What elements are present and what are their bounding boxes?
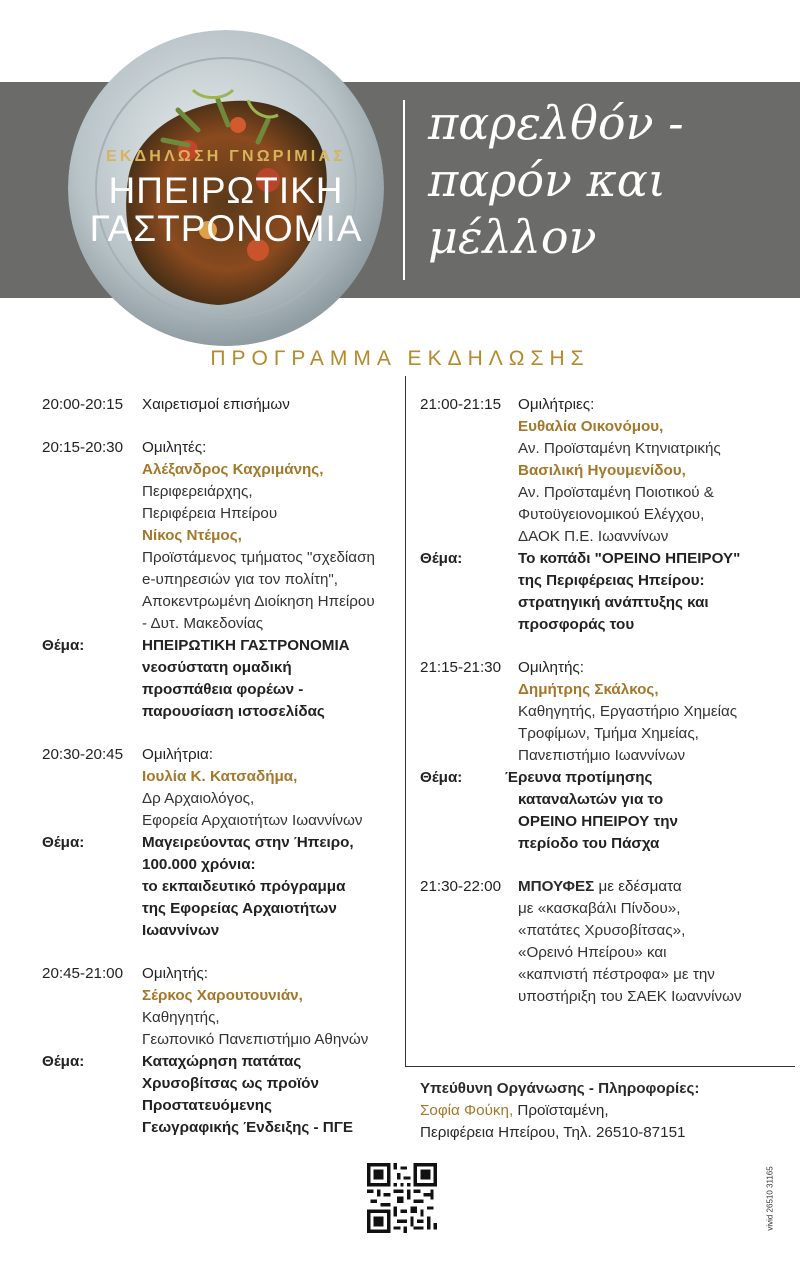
program-entry [42,963,394,1139]
topic-line: προσπάθεια φορέων - [142,681,304,698]
speaker-role: Φυτοϋγειονομικού Ελέγχου, [518,506,705,523]
buffet-line: «Ορεινό Ηπείρου» και [518,944,667,961]
program-entry [42,394,394,416]
entry-time: 20:00-20:15 [42,396,124,413]
speaker-role: Αποκεντρωμένη Διοίκηση Ηπείρου [142,593,375,610]
program-entry [420,657,790,855]
topic-line: Καταχώρηση πατάτας [142,1053,302,1070]
speaker-name: Βασιλική Ηγουμενίδου, [518,462,686,479]
motto-line3: μέλλον [428,210,597,264]
speaker-name: Ιουλία Κ. Κατσαδήμα, [142,768,298,785]
speaker-role: - Δυτ. Μακεδονίας [142,615,264,632]
buffet-line: «καπνιστή πέστροφα» με την [518,966,715,983]
speaker-role: e-υπηρεσιών για τον πολίτη", [142,571,339,588]
event-title-block [68,30,384,346]
speaker-role: Τροφίμων, Τμήμα Χημείας, [518,725,699,742]
topic-line: προσφοράς του [518,616,635,633]
topic-line: στρατηγική ανάπτυξης και [518,594,709,611]
speaker-name: Αλέξανδρος Καχριμάνης, [142,461,324,478]
organizer-name: Σοφία Φούκη, [420,1102,514,1119]
program-heading: ΠΡΟΓΡΑΜΜΑ ΕΚΔΗΛΩΣΗΣ [210,347,590,370]
program-right-column [420,394,790,1029]
entry-label: Ομιλητής: [518,659,584,676]
speaker-name: Νίκος Ντέμος, [142,527,242,544]
topic-line: Γεωγραφικής Ένδειξης - ΠΓΕ [142,1119,353,1136]
organizer-role: Προϊσταμένη, [513,1102,609,1119]
speaker-role: Αν. Προϊσταμένη Ποιοτικού & [518,484,714,501]
organizer-block [420,1078,790,1144]
speaker-role: Περιφέρεια Ηπείρου [142,505,278,522]
topic-line: το εκπαιδευτικό πρόγραμμα [142,878,346,895]
speaker-role: Εφορεία Αρχαιοτήτων Ιωαννίνων [142,812,363,829]
topic-line: ΗΠΕΙΡΩΤΙΚΗ ΓΑΣΤΡΟΝΟΜΙΑ [142,637,350,654]
topic-line: Το κοπάδι "ΟΡΕΙΝΟ ΗΠΕΙΡΟΥ" [518,550,741,567]
entry-label: Χαιρετισμοί επισήμων [142,396,290,413]
topic-line: ΟΡΕΙΝΟ ΗΠΕΙΡΟΥ την [518,813,678,830]
speaker-role: ΔΑΟΚ Π.Ε. Ιωαννίνων [518,528,669,545]
speaker-role: Καθηγητής, Εργαστήριο Χημείας [518,703,738,720]
column-divider [405,376,406,1066]
organizer-heading: Υπεύθυνη Οργάνωσης - Πληροφορίες: [420,1080,700,1097]
topic-line: Ιωαννίνων [142,922,220,939]
topic-line: Προστατευόμενης [142,1097,272,1114]
organizer-rule [405,1066,795,1067]
topic-text [142,832,354,942]
buffet-label: ΜΠΟΥΦΕΣ [518,878,595,895]
program-entry [420,394,790,636]
hero-divider [403,100,405,280]
topic-line: καταναλωτών για το [518,791,664,808]
program-entry [42,437,394,723]
speaker-role: Πανεπιστήμιο Ιωαννίνων [518,747,686,764]
topic-line: περίοδο του Πάσχα [518,835,660,852]
topic-text [142,635,350,723]
buffet-line: με «κασκαβάλι Πίνδου», [518,900,681,917]
entry-time: 21:30-22:00 [420,878,502,895]
topic-label: Θέμα: [420,769,463,786]
event-title-line2: ΓΑΣΤΡΟΝΟΜΙΑ [89,208,363,249]
topic-line: της Περιφέρειας Ηπείρου: [518,572,705,589]
speaker-role: Δρ Αρχαιολόγος, [142,790,255,807]
entry-time: 20:30-20:45 [42,746,124,763]
qr-code[interactable] [367,1163,437,1233]
topic-line: 100.000 χρόνια: [142,856,256,873]
entry-label: Ομιλητής: [142,965,208,982]
printer-mark [765,1160,786,1240]
topic-label: Θέμα: [420,550,463,567]
topic-text [142,1051,353,1139]
topic-line: νεοσύστατη ομαδική [142,659,292,676]
entry-time: 20:15-20:30 [42,439,124,456]
motto-line2: παρόν και [428,153,666,207]
speaker-role: Καθηγητής, [142,1009,220,1026]
program-left-column [42,394,394,1160]
event-kicker: ΕΚΔΗΛΩΣΗ ΓΝΩΡΙΜΙΑΣ [105,148,347,165]
speaker-name: Ευθαλία Οικονόμου, [518,418,664,435]
topic-line: παρουσίαση ιστοσελίδας [142,703,325,720]
speaker-name: Δημήτρης Σκάλκος, [518,681,659,698]
motto [428,95,788,266]
organizer-contact: Περιφέρεια Ηπείρου, Τηλ. 26510-87151 [420,1124,686,1141]
topic-text [505,767,678,855]
buffet-label-rest: με εδέσματα [594,878,682,895]
topic-line: Μαγειρεύοντας στην Ήπειρο, [142,834,354,851]
motto-line1: παρελθόν - [428,96,684,150]
topic-text [518,548,740,636]
topic-line: Έρευνα προτίμησης [505,769,653,786]
event-title-line1: ΗΠΕΙΡΩΤΙΚΗ [108,170,344,211]
entry-label: Ομιλήτριες: [518,396,595,413]
buffet-line: υποστήριξη του ΣΑΕΚ Ιωαννίνων [518,988,742,1005]
event-title [90,172,363,248]
topic-label: Θέμα: [42,1053,85,1070]
topic-label: Θέμα: [42,637,85,654]
speaker-role: Περιφερειάρχης, [142,483,253,500]
printer-mark-text: vivid 26510 31165 [765,1166,775,1231]
topic-label: Θέμα: [42,834,85,851]
entry-label [518,876,682,898]
entry-time: 21:00-21:15 [420,396,502,413]
entry-label: Ομιλητές: [142,439,207,456]
topic-line: Χρυσοβίτσας ως προϊόν [142,1075,319,1092]
topic-line: της Εφορείας Αρχαιοτήτων [142,900,337,917]
program-entry [420,876,790,1008]
speaker-role: Προϊστάμενος τμήματος "σχεδίαση [142,549,375,566]
program-entry [42,744,394,942]
speaker-role: Γεωπονικό Πανεπιστήμιο Αθηνών [142,1031,369,1048]
speaker-name: Σέρκος Χαρουτουνιάν, [142,987,303,1004]
buffet-line: «πατάτες Χρυσοβίτσας», [518,922,686,939]
entry-label: Ομιλήτρια: [142,746,213,763]
speaker-role: Αν. Προϊσταμένη Κτηνιατρικής [518,440,721,457]
entry-time: 21:15-21:30 [420,659,502,676]
entry-time: 20:45-21:00 [42,965,124,982]
